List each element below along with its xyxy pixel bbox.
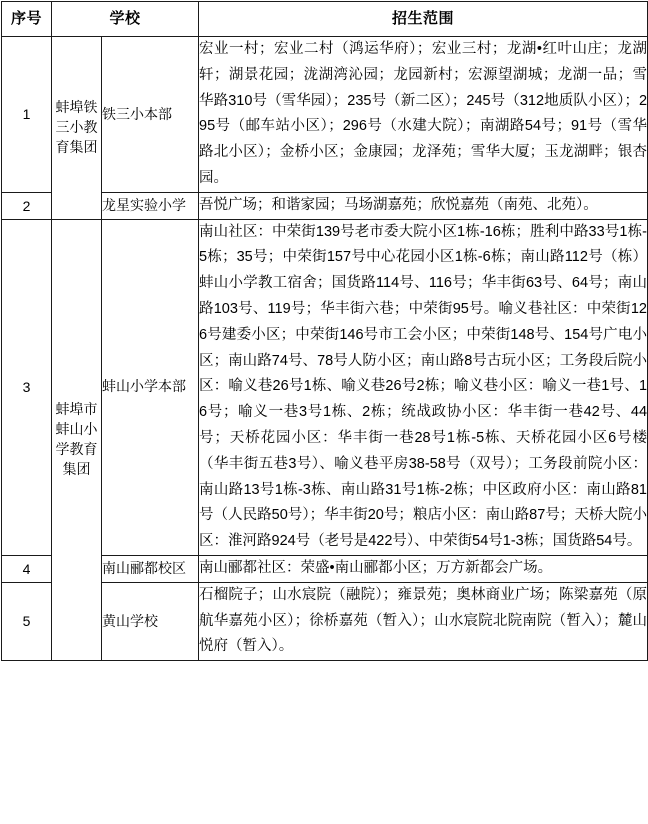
school-name: 龙星实验小学 <box>102 192 199 219</box>
school-name: 南山郦都校区 <box>102 555 199 582</box>
enrollment-scope-text: 南山郦都社区：荣盛•南山郦都小区；万方新都会广场。 <box>199 555 648 582</box>
header-scope: 招生范围 <box>199 2 648 37</box>
enrollment-scope-text: 吾悦广场；和谐家园；马场湖嘉苑；欣悦嘉苑（南苑、北苑）。 <box>199 192 648 219</box>
school-name: 蚌山小学本部 <box>102 219 199 555</box>
school-group-name <box>52 37 102 220</box>
table-row <box>2 219 648 555</box>
header-school: 学校 <box>52 2 199 37</box>
enrollment-scope-text: 石榴院子；山水宸院（融院）；雍景苑；奥林商业广场；陈梁嘉苑（原航华嘉苑小区）；徐桥嘉苑（暂入）；山水宸院北院南院（暂入）；麓山悦府（暂入）。 <box>199 582 648 660</box>
row-index: 2 <box>2 192 52 219</box>
row-index: 1 <box>2 37 52 193</box>
school-group-label: 蚌埠市蚌山小学教育集团 <box>55 401 98 477</box>
enrollment-scope-text: 宏业一村；宏业二村（鸿运华府）；宏业三村；龙湖•红叶山庄；龙湖轩；湖景花园；泷湖湾沁园；龙园新村；宏源望湖城；龙湖一品；雪华路310号（雪华园）；235号（新二区）；245号（312地质队小区）；295号（邮车站小区）；296号（水建大院）；南湖路54号；91号（雪华路北小区）；金桥小区；金康园；龙泽苑；雪华大厦；玉龙湖畔；银杏园。 <box>199 37 648 193</box>
row-index: 3 <box>2 219 52 555</box>
table-body <box>2 37 648 661</box>
enrollment-scope-document <box>0 1 648 824</box>
row-index: 4 <box>2 555 52 582</box>
school-name: 铁三小本部 <box>102 37 199 193</box>
school-group-name <box>52 219 102 661</box>
table-row <box>2 37 648 193</box>
table-header <box>2 2 648 37</box>
row-index: 5 <box>2 582 52 660</box>
school-group-label: 蚌埠铁三小教育集团 <box>55 98 98 155</box>
enrollment-scope-text: 南山社区：中荣街139号老市委大院小区1栋-16栋；胜利中路33号1栋-5栋；35号；中荣街157号中心花园小区1栋-6栋；南山路112号（栋）蚌山小学教工宿舍；国货路114号、116号；华丰街63号、64号；南山路103号、119号；华丰街六巷；中荣街95号。喻义巷社区：中荣街126号建委小区；中荣街146号市工会小区；中荣街148号、154号广电小区；南山路74号、78号人防小区；南山路8号古玩小区；工务段后院小区：喻义巷26号1栋、喻义巷26号2栋；喻义巷小区：喻义一巷1号、16号；喻义一巷3号1栋、2栋；统战政协小区：华丰街一巷42号、44号；天桥花园小区：华丰街一巷28号1栋-5栋、天桥花园小区6号楼（华丰街五巷3号）、喻义巷平房38-58号（双号）；工务段前院小区：南山路13号1栋-3栋、南山路31号1栋-2栋；中区政府小区：南山路81号（人民路50号）；华丰街20号；粮店小区：南山路87号；天桥大院小区：淮河路924号（老号是422号）、中荣街54号1-3栋；国货路54号。 <box>199 219 648 555</box>
header-row <box>2 2 648 37</box>
school-name: 黄山学校 <box>102 582 199 660</box>
enrollment-scope-table <box>1 1 648 661</box>
header-index: 序号 <box>2 2 52 37</box>
